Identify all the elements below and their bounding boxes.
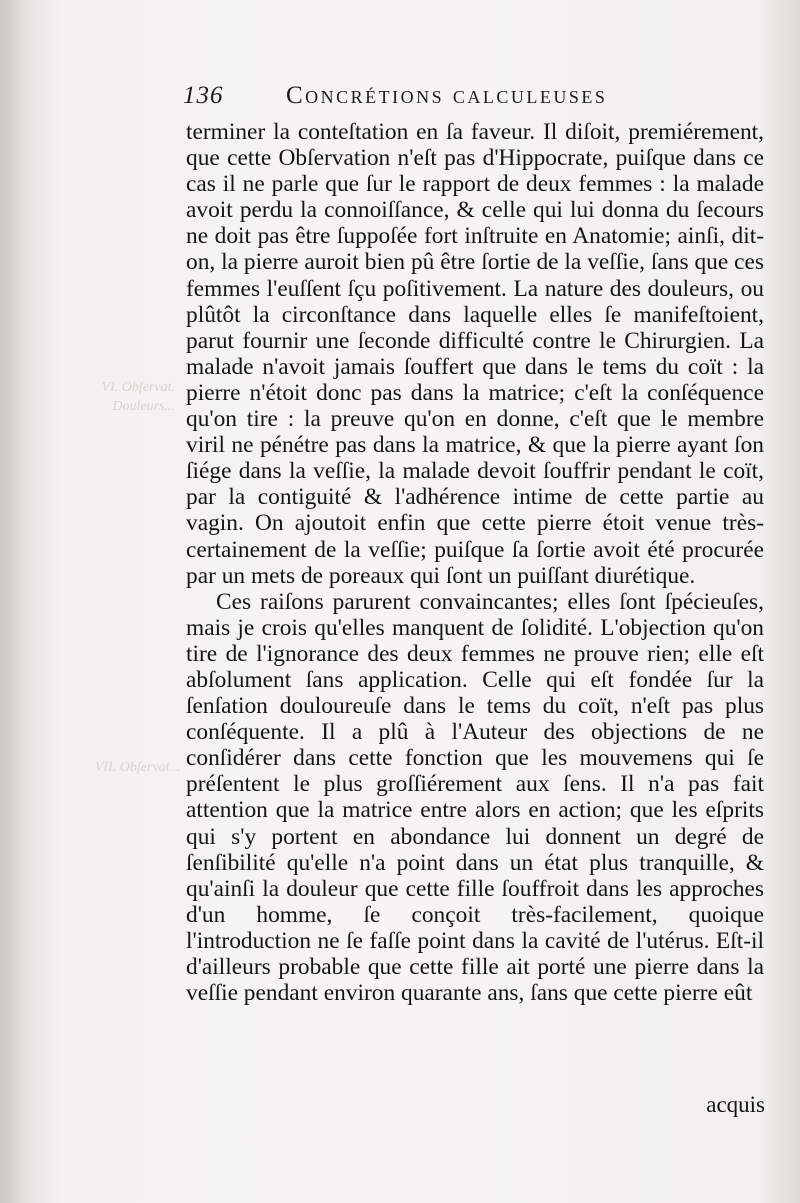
running-title: Concrétions calculeuses [286,82,608,109]
paragraph: terminer la conteſtation en ſa faveur. Il diſoit, premiérement, que cette Obſervation n'eſt pas d'Hippocrate, puiſque dans ce cas il ne parle que ſur le rapport de deux femmes : la malade avoit perdu la connoiſſance, & celle qui lui donna du ſecours ne doit pas être ſuppoſée fort inſtruite en Anatomie; ainſi, dit-on, la pierre auroit bien pû être ſortie de la veſſie, ſans que ces femmes l'euſſent ſçu poſitivement. La nature des douleurs, ou plûtôt la circonſtance dans laquelle elles ſe manifeſtoient, parut fournir une ſeconde difficulté contre le Chirurgien. La malade n'avoit jamais ſouffert que dans le tems du coït : la pierre n'étoit donc pas dans la matrice; c'eſt la conſéquence qu'on tire : la preuve qu'on en donne, c'eſt que le membre viril ne pénétre pas dans la matrice, & que la pierre ayant ſon ſiége dans la veſſie, la malade devoit ſouffrir pendant le coït, par la contiguité & l'adhérence intime de cette partie au vagin. On ajoutoit enfin que cette pierre étoit venue très-certainement de la veſſie; puiſque ſa ſortie avoit été procurée par un mets de poreaux qui ſont un puiſſant diurétique. [186,119,764,589]
page-header [183,82,763,118]
page-gutter-shadow [0,0,22,1203]
bleed-through-margin-note: VII. Obſervat... [94,760,180,775]
body-text [186,119,764,1006]
bleed-through-margin-note: VI. Obſervat. Douleurs... [101,380,175,414]
catchword: acquis [706,1092,765,1117]
paragraph: Ces raiſons parurent convaincantes; elles ſont ſpécieuſes, mais je crois qu'elles manquent de ſolidité. L'objection qu'on tire de l'ignorance des deux femmes ne prouve rien; elle eſt abſolument ſans application. Celle qui eſt fondée ſur la ſenſation douloureuſe dans le tems du coït, n'eſt pas plus conſéquente. Il a plû à l'Auteur des objections de ne conſidérer dans cette fonction que les mouvemens qui ſe préſentent le plus groſſiérement aux ſens. Il n'a pas fait attention que la matrice entre alors en action; que les eſprits qui s'y portent en abondance lui donnent un degré de ſenſibilité qu'elle n'a point dans un état plus tranquille, & qu'ainſi la douleur que cette fille ſouffroit dans les approches d'un homme, ſe conçoit très-facilement, quoique l'introduction ne ſe faſſe point dans la cavité de l'utérus. Eſt-il d'ailleurs probable que cette fille ait porté une pierre dans la veſſie pendant environ quarante ans, ſans que cette pierre eût [186,588,764,1007]
page-number: 136 [183,82,224,109]
